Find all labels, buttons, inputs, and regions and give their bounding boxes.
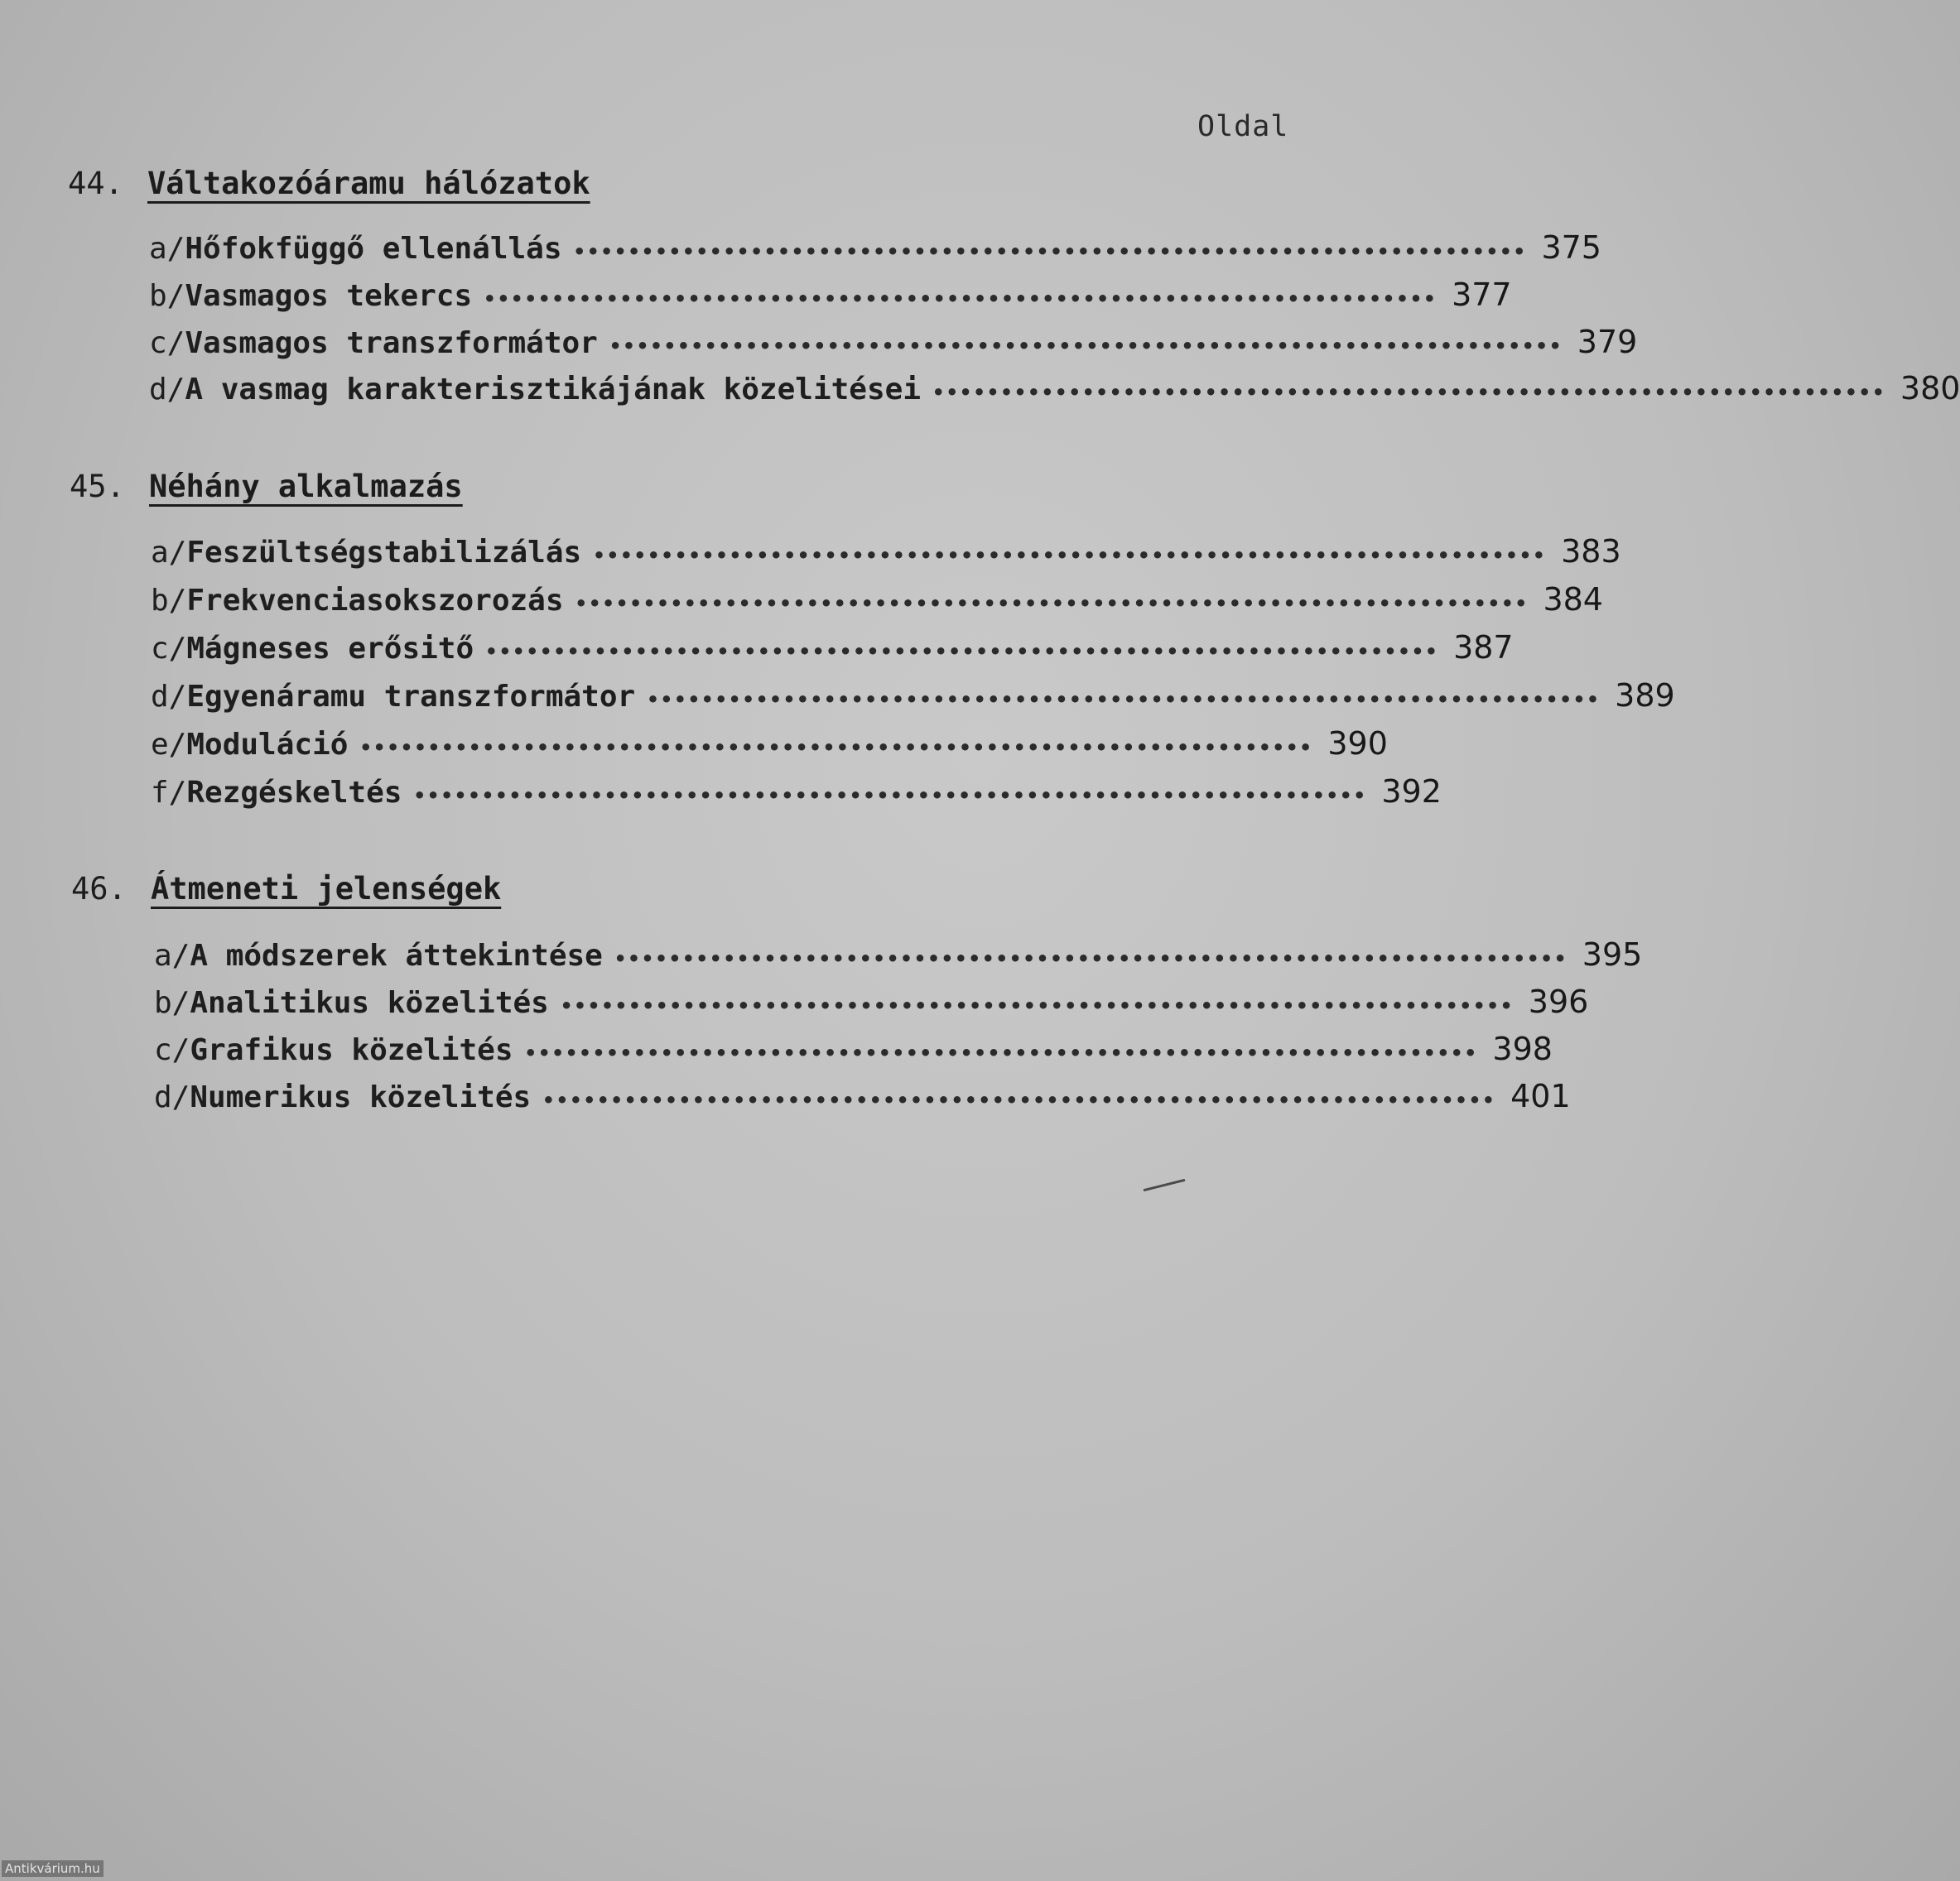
dot-leader: •••••••••••••••••••••••••••••••••••••••••••••••••••••••••••••••••••••• (560, 994, 1515, 1017)
dot-leader: •••••••••••••••••••••••••••••••••••••••••••••••••••••••••••••••••••••• (609, 334, 1563, 358)
section-title: Néhány alkalmazás (149, 469, 463, 504)
toc-entry (151, 533, 1621, 570)
entry-label: Grafikus közelités (190, 1033, 513, 1067)
section-number: 46. (71, 871, 127, 907)
dot-leader: •••••••••••••••••••••••••••••••••••••••••••••••••••••••••••••••••••••• (575, 592, 1529, 615)
entry-page-number: 398 (1492, 1031, 1553, 1067)
entry-page-number: 384 (1543, 581, 1603, 618)
toc-entry (154, 984, 1589, 1020)
entry-letter: c/ (151, 632, 187, 666)
dot-leader: •••••••••••••••••••••••••••••••••••••••••••••••••••••••••••••••••••••• (484, 287, 1437, 310)
entry-label: Analitikus közelités (190, 986, 549, 1020)
section-heading-44 (68, 166, 590, 201)
section-heading-46 (71, 871, 501, 907)
toc-entry (154, 936, 1643, 973)
entry-label: Frekvenciasokszorozás (186, 584, 564, 618)
entry-letter: d/ (154, 1080, 190, 1114)
dot-leader: •••••••••••••••••••••••••••••••••••••••••••••••••••••••••••••••••••••• (647, 688, 1601, 711)
entry-letter: a/ (149, 232, 185, 266)
entry-page-number: 395 (1582, 936, 1643, 973)
entry-label: Egyenáramu transzformátor (186, 680, 636, 714)
dot-leader: •••••••••••••••••••••••••••••••••••••••••••••••••••••••••••••••••••••• (573, 240, 1527, 263)
section-heading-45 (70, 469, 463, 504)
toc-entry (151, 629, 1514, 666)
section-number: 44. (68, 166, 123, 201)
watermark: Antikvárium.hu (2, 1860, 104, 1877)
entry-page-number: 380 (1900, 370, 1960, 407)
toc-entry (154, 1031, 1553, 1067)
dot-leader: •••••••••••••••••••••••••••••••••••••••••••••••••••••••••••••••••••••• (485, 640, 1439, 663)
page-column-header: Oldal (1197, 110, 1289, 143)
entry-letter: b/ (151, 584, 187, 618)
entry-letter: d/ (149, 373, 185, 407)
entry-label: Moduláció (186, 728, 349, 762)
toc-entry (151, 581, 1603, 618)
toc-entry (149, 324, 1638, 360)
entry-label: Vasmagos transzformátor (185, 326, 598, 360)
dot-leader: •••••••••••••••••••••••••••••••••••••••••••••••••••••••••••••••••••••• (359, 736, 1313, 759)
section-title: Váltakozóáramu hálózatok (147, 166, 590, 201)
entry-label: Hőfokfüggő ellenállás (185, 232, 562, 266)
entry-page-number: 375 (1541, 229, 1601, 266)
toc-entry (154, 1078, 1571, 1114)
entry-letter: e/ (151, 728, 187, 762)
entry-label: A módszerek áttekintése (190, 939, 603, 973)
section-number: 45. (70, 469, 125, 504)
entry-page-number: 401 (1510, 1078, 1571, 1114)
entry-page-number: 377 (1452, 277, 1512, 313)
entry-letter: c/ (149, 326, 185, 360)
dot-leader: •••••••••••••••••••••••••••••••••••••••••••••••••••••••••••••••••••••• (413, 784, 1367, 807)
dot-leader: •••••••••••••••••••••••••••••••••••••••••••••••••••••••••••••••••••••• (524, 1042, 1478, 1065)
dot-leader: •••••••••••••••••••••••••••••••••••••••••••••••••••••••••••••••••••••• (593, 544, 1547, 567)
entry-letter: d/ (151, 680, 187, 714)
entry-letter: a/ (154, 939, 190, 973)
toc-entry (149, 229, 1601, 266)
entry-label: Vasmagos tekercs (185, 279, 473, 313)
entry-page-number: 396 (1528, 984, 1589, 1020)
entry-page-number: 392 (1381, 773, 1442, 810)
entry-page-number: 389 (1615, 677, 1675, 714)
entry-letter: b/ (154, 986, 190, 1020)
entry-letter: b/ (149, 279, 185, 313)
entry-letter: a/ (151, 536, 187, 570)
toc-entry (151, 677, 1675, 714)
dot-leader: •••••••••••••••••••••••••••••••••••••••••••••••••••••••••••••••••••••• (932, 381, 1886, 404)
toc-entry (151, 725, 1388, 762)
pen-mark (1143, 1179, 1185, 1191)
entry-letter: f/ (151, 776, 187, 810)
entry-page-number: 387 (1453, 629, 1514, 666)
entry-page-number: 379 (1577, 324, 1638, 360)
entry-label: A vasmag karakterisztikájának közelitései (185, 373, 921, 407)
toc-entry (149, 277, 1512, 313)
entry-label: Numerikus közelités (190, 1080, 532, 1114)
entry-label: Rezgéskeltés (186, 776, 402, 810)
dot-leader: •••••••••••••••••••••••••••••••••••••••••••••••••••••••••••••••••••••• (542, 1089, 1496, 1112)
entry-page-number: 390 (1327, 725, 1388, 762)
section-title: Átmeneti jelenségek (151, 871, 502, 907)
toc-entry (151, 773, 1442, 810)
entry-letter: c/ (154, 1033, 190, 1067)
toc-entry (149, 370, 1960, 407)
entry-label: Feszültségstabilizálás (186, 536, 582, 570)
entry-label: Mágneses erősitő (186, 632, 474, 666)
entry-page-number: 383 (1561, 533, 1621, 570)
dot-leader: •••••••••••••••••••••••••••••••••••••••••••••••••••••••••••••••••••••• (614, 947, 1568, 970)
